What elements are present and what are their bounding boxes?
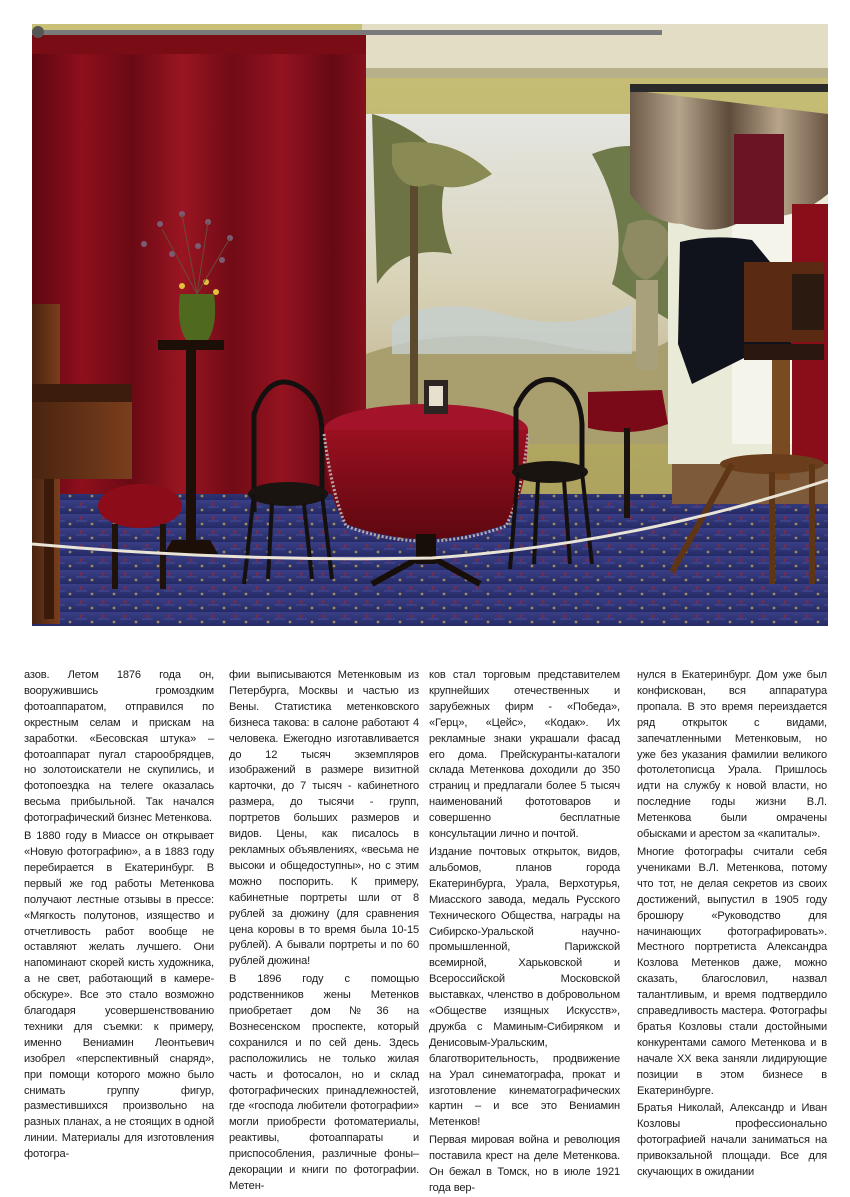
article-column-4 (637, 668, 827, 1179)
article-body (0, 668, 850, 1194)
paragraph: В 1896 году с помощью родственников жены Метенков приобретает дом №36 на Вознесенском проспекте, который сохранился и по сей день. Здесь расположились не только жилая часть и фотосалон, но и склад фотографических принадлежностей, где «господа любители фотографии» могли приобрести фотоматериалы, реактивы, фотоаппараты и приспособления, различные фоны–декорации и книги по фотографии. Метен- (229, 973, 419, 1192)
museum-interior-photo (32, 24, 828, 626)
paragraph: фии выписываются Метенковым из Петербурга, Москвы и частью из Вены. Статистика метенковского бизнеса такова: в салоне работают 4 человека. Ежегодно изготавливается до 12 тысяч экземпляров изображений в размере визитной карточки, до 7 тысяч - кабинетного размера, до тысячи - групп, портретов больших размеров и видов. Цены, как писалось в рекламных объявлениях, «весьма не высоки и общедоступны», но с этим можно поспорить. К примеру, кабинетные портреты шли от 8 рублей за дюжину (для сравнения цена коровы в то время была 10-15 рублей). А бывали портреты и по 60 рублей дюжина! (229, 669, 419, 968)
paragraph: Братья Николай, Александр и Иван Козловы профессионально фотографией начали заниматься на привокзальной площади. Все для скучающих в ожидании (637, 1102, 827, 1179)
article-column-3 (429, 668, 620, 1194)
article-column-2 (229, 668, 419, 1192)
paragraph: Издание почтовых открыток, видов, альбомов, планов города Екатеринбурга, Урала, Верхотурья, Миасского завода, медаль Русского Технического Общества, награды на Сибирско-Уральской научно-промышленной, Парижской всемирной, Харьковской и Всероссийской Московской выставках, членство в добровольном «Обществе изящных Искусств», дружба с Маминым-Сибиряком и Денисовым-Уральским, благотворительность, продвижение на Урал синематографа, прокат и изготовление кинематографических картин – и все это Вениамин Метенков! (429, 845, 620, 1129)
paragraph: Многие фотографы считали себя учениками В.Л. Метенкова, потому что тот, не делая секретов из своих достижений, выпустил в 1905 году брошюру «Руководство для начинающих фотографировать». Местного портретиста Александра Козлова Метенков даже, можно сказать, благословил, назвал талантливым, и время подтвердило справедливость мастера. Фотографы братья Козловы стали достойными конкурентами самого Метенкова и в начале XX века заняли лидирующие позиции в этом бизнесе в Екатеринбурге. (637, 845, 827, 1097)
paragraph: азов. Летом 1876 года он, вооружившись громоздким фотоаппаратом, отправился по окрестным селам и прискам на заработки. «Бесовская штука» – фотоаппарат пугал старообрядцев, но золотоискатели не скупились, и фотопоездка на телеге оказалась весьма прибыльной. Так начался фотографический бизнес Метенкова. (24, 669, 214, 825)
paragraph: Первая мировая война и революция поставила крест на деле Метенкова. Он бежал в Томск, но в июле 1921 года вер- (429, 1134, 620, 1194)
paragraph: В 1880 году в Миассе он открывает «Новую фотографию», а в 1883 году перебирается в Екатеринбург. В первый же год работы Метенкова получают лестные отзывы в прессе: «Мягкость полутонов, изящество и отчетливость работ вообще не оставляют желать лучшего. Они напоминают скорей кисть художника, а не свет, работающий в камере-обскуре». Все это стало возможно благодаря усовершенствованию техники для съемки: к примеру, именно Вениамин Леонтьевич изобрел «перспективный снаряд», при помощи которого можно было снимать группу фигур, разместившихся произвольно на разных планах, а не стоящих в одной линии. Материалы для изготовления фотогра- (24, 830, 214, 1161)
article-column-1 (24, 668, 214, 1161)
paragraph: нулся в Екатеринбург. Дом уже был конфискован, вся аппаратура пропала. В это время переиздается ряд открыток с видами, запечатленными Метенковым, но уже без указания фамилии великого фотолетописца Урала. Пришлось идти на службу к новой власти, но последние годы жизни В.Л. Метенкова были омрачены обысками и арестом за «капиталы». (637, 669, 827, 841)
paragraph: ков стал торговым представителем крупнейших отечественных и зарубежных фирм - «Победа», «Герц», «Цейс», «Кодак». Их рекламные знаки украшали фасад его дома. Прейскуранты-каталоги склада Метенкова доходили до 350 страниц и предлагали более 5 тысяч наименований фототоваров и совершенно бесплатные консультации лично и почтой. (429, 669, 620, 841)
